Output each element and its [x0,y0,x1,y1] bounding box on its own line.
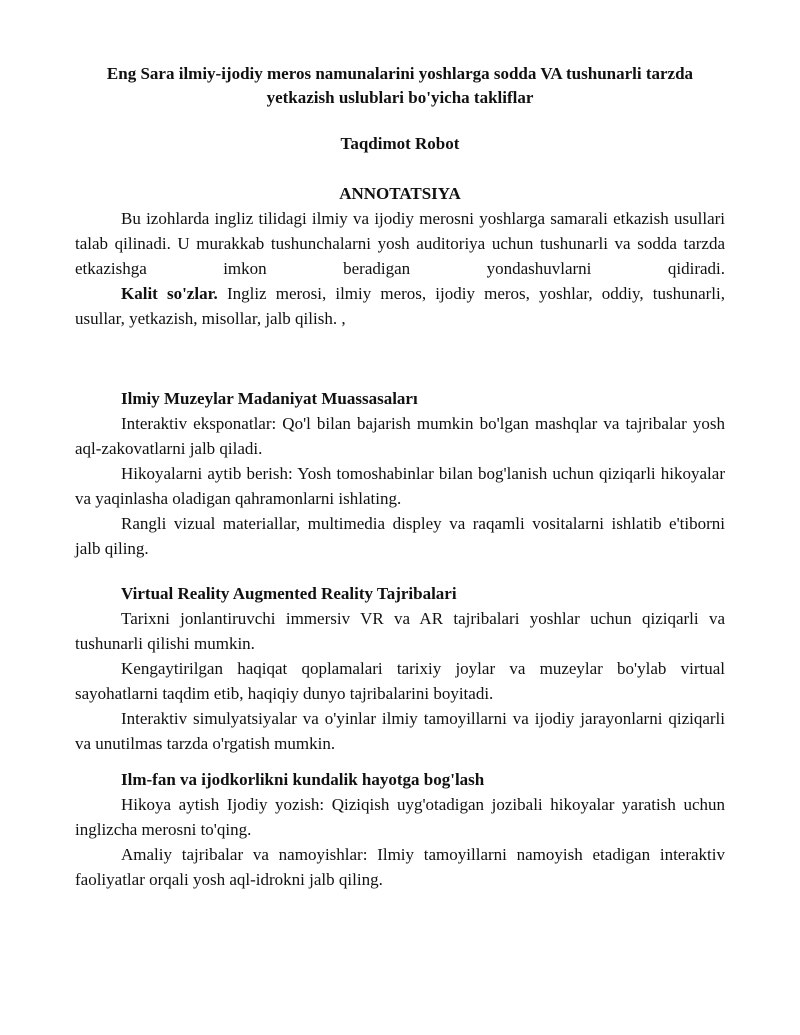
author-name: Taqdimot Robot [340,134,460,153]
title-line-1: Eng Sara ilmiy-ijodiy meros namunalarini yoshlarga sodda VA tushunarli tarzda [106,64,694,83]
annotation-text: Bu izohlarda ingliz tilidagi ilmiy va ijodiy merosni yoshlarga samarali etkazish usullari talab qilinadi. U murakkab tushunchalarni yosh auditoriya uchun tushunarli va sodda tarzda etkazishga imkon beradigan yondashuvlarni qidiradi. [75,209,725,278]
section-paragraph: Tarixni jonlantiruvchi immersiv VR va AR tajribalari yoshlar uchun qiziqarli va tushunarli qilishi mumkin. [75,609,725,653]
annotation-heading: ANNOTATSIYA [339,184,461,203]
keywords-text: Ingliz merosi, ilmiy meros, ijodiy meros, yoshlar, oddiy, tushunarli, usullar, yetkazish, misollar, jalb qilish. , [75,284,725,328]
section-paragraph: Rangli vizual materiallar, multimedia displey va raqamli vositalarni ishlatib e'tiborni jalb qiling. [75,514,725,558]
section-paragraph: Interaktiv eksponatlar: Qo'l bilan bajarish mumkin bo'lgan mashqlar va tajribalar yosh aql-zakovatlarni jalb qiladi. [75,414,725,458]
section-paragraph: Kengaytirilgan haqiqat qoplamalari tarixiy joylar va muzeylar bo'ylab virtual sayohatlarni taqdim etib, haqiqiy dunyo tajribalarini boyitadi. [75,659,725,703]
section-paragraph: Amaliy tajribalar va namoyishlar: Ilmiy tamoyillarni namoyish etadigan interaktiv faoliyatlar orqali yosh aql-idrokni jalb qiling. [75,845,725,889]
title-line-2: yetkazish uslublari bo'yicha takliflar [266,88,534,107]
keywords-label: Kalit so'zlar. [121,284,218,303]
section-paragraph: Hikoyalarni aytib berish: Yosh tomoshabinlar bilan bog'lanish uchun qiziqarli hikoyalar va yaqinlasha oladigan qahramonlarni ishlating. [75,464,725,508]
keywords-paragraph [75,281,725,331]
section-heading-daily-life: Ilm-fan va ijodkorlikni kundalik hayotga bog'lash [121,770,485,789]
section-heading-museums: Ilmiy Muzeylar Madaniyat Muassasaları [121,389,418,408]
section-heading-vr-ar: Virtual Reality Augmented Reality Tajribalari [121,584,457,603]
section-paragraph: Interaktiv simulyatsiyalar va o'yinlar ilmiy tamoyillarni va ijodiy jarayonlarni qiziqarli va unutilmas tarzda o'rgatish mumkin. [75,709,725,753]
document-page [75,62,725,892]
document-title [75,62,725,110]
section-paragraph: Hikoya aytish Ijodiy yozish: Qiziqish uyg'otadigan jozibali hikoyalar yaratish uchun inglizcha merosni to'qing. [75,795,725,839]
